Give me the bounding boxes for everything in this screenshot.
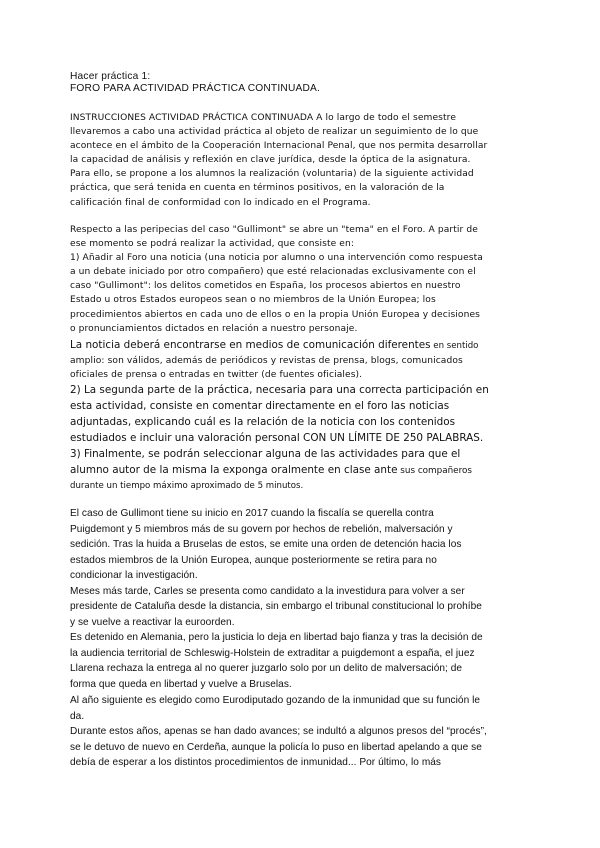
- text-line: 3) Finalmente, se podrán seleccionar alguna de las actividades para que el: [70, 448, 461, 460]
- news-paragraph: [70, 337, 540, 382]
- text-line: condicionar la investigación.: [70, 570, 198, 581]
- text-line: INSTRUCCIONES ACTIVIDAD PRÁCTICA CONTINUADA A lo largo de todo el semestre: [70, 113, 457, 123]
- second-part-paragraph: [70, 382, 540, 493]
- text-line: 1) Añadir al Foro una noticia (una noticia por alumno o una intervención como respuesta: [70, 253, 483, 264]
- text-line: adjuntadas, explicando cuál es la relación de la noticia con los contenidos: [70, 416, 456, 428]
- text-line: [70, 462, 540, 479]
- text-fragment: sus compañeros: [397, 466, 472, 476]
- text-line: Respecto a las peripecias del caso "Gullimont" se abre un "tema" en el Foro. A partir de: [70, 225, 478, 235]
- forum-title: FORO PARA ACTIVIDAD PRÁCTICA CONTINUADA.: [70, 83, 321, 95]
- practice-header: [70, 71, 540, 95]
- text-line: amplio: son válidos, además de periódicos y revistas de prensa, blogs, comunicados: [70, 356, 463, 366]
- later-paragraph: [70, 693, 540, 771]
- text-fragment: La noticia deberá encontrarse en medios de comunicación diferentes: [70, 339, 431, 351]
- text-line: estudiados e incluir una valoración personal CON UN LÍMITE DE 250 PALABRAS.: [70, 432, 484, 444]
- text-line: 2) La segunda parte de la práctica, necesaria para una correcta participación en: [70, 384, 489, 396]
- text-line: la capacidad de análisis y reflexión en clave jurídica, desde la óptica de la asignatura.: [70, 155, 471, 166]
- text-line: Durante estos años, apenas se han dado avances; se indultó a algunos presos del “procés”,: [70, 726, 487, 737]
- activity-paragraph: [70, 223, 540, 336]
- case-paragraph: [70, 506, 540, 692]
- text-line: caso "Gullimont": los delitos cometidos en España, los procesos abiertos en nuestro: [70, 281, 461, 292]
- text-line: y se vuelve a reactivar la euroorden.: [70, 616, 235, 628]
- text-line: debía de esperar a los distintos procedimientos de inmunidad... Por último, lo más: [70, 757, 442, 768]
- text-fragment: alumno autor de la misma la exponga oralmente en clase ante: [70, 464, 398, 476]
- text-line: presidente de Cataluña desde la distancia, sin embargo el tribunal constitucional lo prohíbe: [70, 601, 482, 612]
- practice-title: Hacer práctica 1:: [70, 71, 151, 82]
- text-line: ese momento se podrá realizar la actividad, que consiste en:: [70, 239, 355, 250]
- text-line: estados miembros de la Unión Europea, aunque posteriormente se retira para no: [70, 554, 437, 566]
- text-line: procedimientos abiertos en cada uno de ellos o en la propia Unión Europea y decisiones: [70, 309, 480, 320]
- text-line: práctica, que será tenida en cuenta en términos positivos, en la valoración de la: [70, 183, 445, 194]
- text-line: o pronunciamientos dictados en relación a nuestro personaje.: [70, 323, 358, 334]
- text-line: sedición. Tras la huida a Bruselas de estos, se emite una orden de detención hacia los: [70, 539, 462, 550]
- text-line: Llarena rechaza la entrega al no querer juzgarlo solo por un delito de malversación; de: [70, 663, 463, 674]
- instructions-paragraph: [70, 111, 540, 210]
- text-line: Para ello, se propone a los alumnos la realización (voluntaria) de la siguiente actividad: [70, 169, 474, 180]
- text-line: se le detuvo de nuevo en Cerdeña, aunque la policía lo puso en libertad apelando a que se: [70, 741, 482, 753]
- text-fragment: en sentido: [430, 341, 479, 351]
- text-line: durante un tiempo máximo aproximado de 5 minutos.: [70, 481, 304, 491]
- text-line: esta actividad, consiste en comentar directamente en el foro las noticias: [70, 400, 450, 412]
- text-line: Al año siguiente es elegido como Eurodiputado gozando de la inmunidad que su función le: [70, 695, 481, 706]
- text-line: Es detenido en Alemania, pero la justicia lo deja en libertad bajo fianza y tras la decisión de: [70, 632, 483, 643]
- text-line: oficiales de prensa o entradas en twitter (de fuentes oficiales).: [70, 370, 363, 381]
- text-line: forma que queda en libertad y vuelve a Bruselas.: [70, 678, 292, 690]
- text-line: [70, 337, 540, 354]
- text-line: Estado u otros Estados europeos sean o no miembros de la Unión Europea; los: [70, 295, 436, 306]
- text-line: la audiencia territorial de Schleswig-Holstein de extraditar a puigdemont a españa, el juez: [70, 647, 475, 659]
- text-line: a un debate iniciado por otro compañero) que esté relacionadas exclusivamente con el: [70, 267, 476, 278]
- text-line: da.: [70, 710, 85, 722]
- text-line: Meses más tarde, Carles se presenta como candidato a la investidura para volver a ser: [70, 585, 465, 597]
- text-line: Puigdemont y 5 miembros más de su govern por hechos de rebelión, malversación y: [70, 523, 453, 535]
- text-line: El caso de Gullimont tiene su inicio en 2017 cuando la fiscalía se querella contra: [70, 508, 434, 519]
- text-line: calificación final de conformidad con lo indicado en el Programa.: [70, 197, 371, 208]
- text-line: llevaremos a cabo una actividad práctica al objeto de realizar un seguimiento de lo que: [70, 127, 479, 138]
- text-line: acontece en el ámbito de la Cooperación Internacional Penal, que nos permita desarrollar: [70, 141, 488, 152]
